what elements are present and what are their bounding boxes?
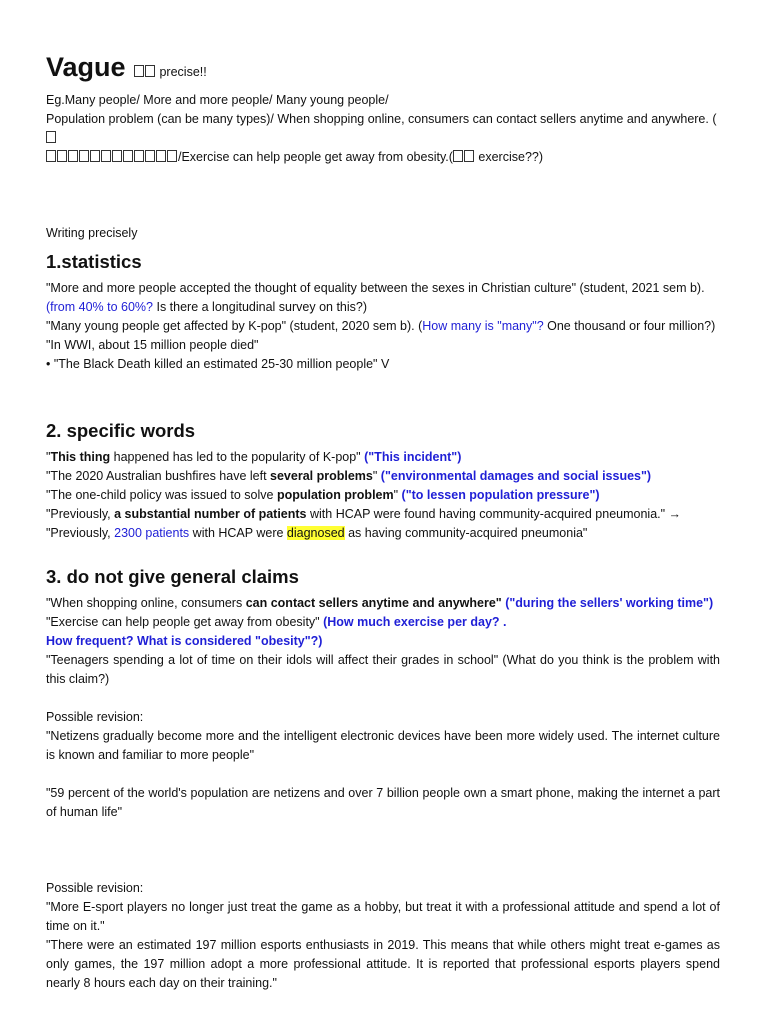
statistics-example-4: • "The Black Death killed an estimated 25-30 million people" V (46, 357, 390, 371)
sw-l5-blue: 2300 patients (114, 526, 190, 540)
sw-l5a: "Previously, (46, 526, 115, 540)
statistics-l2-rest: Is there a longitudinal survey on this?) (153, 300, 368, 314)
missing-glyph-box (46, 150, 56, 162)
section-heading-general-claims: 3. do not give general claims (46, 566, 299, 587)
intro-line-2 (46, 110, 720, 167)
sw-l3b: " (393, 488, 402, 502)
sw-l2a: "The 2020 Australian bushfires have left (46, 469, 271, 483)
missing-glyph-box (90, 150, 100, 162)
sw-l4a: "Previously, (46, 507, 115, 521)
missing-glyph-box (145, 65, 155, 77)
specific-words-example-1 (46, 448, 720, 467)
missing-glyph-box (112, 150, 122, 162)
sw-l3a: "The one-child policy was issued to solve (46, 488, 277, 502)
statistics-l3-blue: How many is "many"? (422, 319, 544, 333)
missing-glyph-box (46, 131, 56, 143)
sw-l1a: " (46, 450, 51, 464)
missing-glyph-box (156, 150, 166, 162)
revision-2-text: "More E-sport players no longer just treat the game as a hobby, but treat it with a professional attitude and spend a lot of time on it." (46, 900, 720, 933)
sw-l1-blue: ("This incident") (364, 450, 462, 464)
statistics-l3a: "Many young people get affected by K-pop" (student, 2020 sem b). ( (46, 319, 423, 333)
statistics-example-3: "In WWI, about 15 million people died" (46, 338, 259, 352)
specific-words-example-5 (46, 524, 720, 543)
gc-l1-blue: ("during the sellers' working time") (501, 596, 714, 610)
intro-text-b: /Exercise can help people get away from obesity.( (178, 150, 453, 164)
sw-l1-bold: This thing (50, 450, 111, 464)
missing-glyph-box (57, 150, 67, 162)
section-heading-specific-words: 2. specific words (46, 420, 196, 441)
missing-glyph-box (68, 150, 78, 162)
missing-glyph-box (145, 150, 155, 162)
intro-line-1: Eg.Many people/ More and more people/ Many young people/ (46, 93, 389, 107)
general-claims-example-1 (46, 594, 720, 613)
statistics-example-2 (46, 317, 720, 336)
revision-2-better: "There were an estimated 197 million esports enthusiasts in 2019. This means that while others might treat e-games as only games, the 197 million adopt a more professional attitude. It is reported that professional esports players spend nearly 8 hours each day on their training." (46, 938, 720, 990)
statistics-l1: "More and more people accepted the thought of equality between the sexes in Christian culture" (student, 2021 sem b). (46, 281, 705, 295)
statistics-l3b: One thousand or four million?) (543, 319, 716, 333)
statistics-example-1 (46, 279, 720, 298)
missing-glyph-box (134, 150, 144, 162)
missing-glyph-box (464, 150, 474, 162)
sw-l2-blue: ("environmental damages and social issues") (380, 469, 652, 483)
sw-l3-bold: population problem (276, 488, 394, 502)
title-suffix (134, 65, 207, 79)
missing-glyph-box (167, 150, 177, 162)
sw-l5-highlight: diagnosed (286, 526, 345, 540)
title-line (46, 50, 720, 89)
missing-glyph-box (101, 150, 111, 162)
sw-l5c: as having community-acquired pneumonia" (344, 526, 588, 540)
sw-l1b: happened has led to the popularity of K-pop" (110, 450, 365, 464)
missing-glyph-box (134, 65, 144, 77)
missing-glyph-box (79, 150, 89, 162)
specific-words-example-3 (46, 486, 720, 505)
document-page (46, 50, 720, 993)
page-title: Vague (46, 52, 126, 82)
writing-precisely-label: Writing precisely (46, 226, 138, 240)
missing-glyph-box (453, 150, 463, 162)
sw-l2-bold: several problems (270, 469, 373, 483)
general-claims-example-2 (46, 613, 720, 632)
statistics-example-1-comment (46, 298, 720, 317)
gc-l1a: "When shopping online, consumers (46, 596, 246, 610)
gc-l2-blue: (How much exercise per day? . (323, 615, 507, 629)
gc-l1-bold: can contact sellers anytime and anywhere" (245, 596, 502, 610)
general-claims-example-2-cont: How frequent? What is considered "obesity"?) (46, 634, 323, 648)
sw-l2b: " (372, 469, 381, 483)
title-suffix-text: precise!! (159, 65, 207, 79)
specific-words-example-2 (46, 467, 720, 486)
section-heading-statistics: 1.statistics (46, 251, 142, 272)
sw-l4-bold: a substantial number of patients (114, 507, 307, 521)
sw-l3-blue: ("to lessen population pressure") (401, 488, 600, 502)
gc-l2a: "Exercise can help people get away from obesity" (46, 615, 324, 629)
sw-l4b: with HCAP were found having community-acquired pneumonia." → (306, 507, 682, 521)
intro-text-a: Population problem (can be many types)/ When shopping online, consumers can contact sellers anytime and anywhere. ( (46, 112, 717, 126)
statistics-l2-blue: (from 40% to 60%? (46, 300, 153, 314)
general-claims-example-3: "Teenagers spending a lot of time on their idols will affect their grades in school" (What do you think is the problem with this claim?) (46, 653, 720, 686)
intro-text-c: exercise??) (474, 150, 544, 164)
revision-1-better: "59 percent of the world's population are netizens and over 7 billion people own a smart phone, making the internet a part of human life" (46, 786, 720, 819)
missing-glyph-box (123, 150, 133, 162)
revision-2-label: Possible revision: (46, 881, 144, 895)
specific-words-example-4 (46, 505, 720, 524)
revision-1-label: Possible revision: (46, 710, 144, 724)
revision-1-text: "Netizens gradually become more and the intelligent electronic devices have been more widely used. The internet culture is known and familiar to more people" (46, 729, 720, 762)
sw-l5b: with HCAP were (189, 526, 287, 540)
